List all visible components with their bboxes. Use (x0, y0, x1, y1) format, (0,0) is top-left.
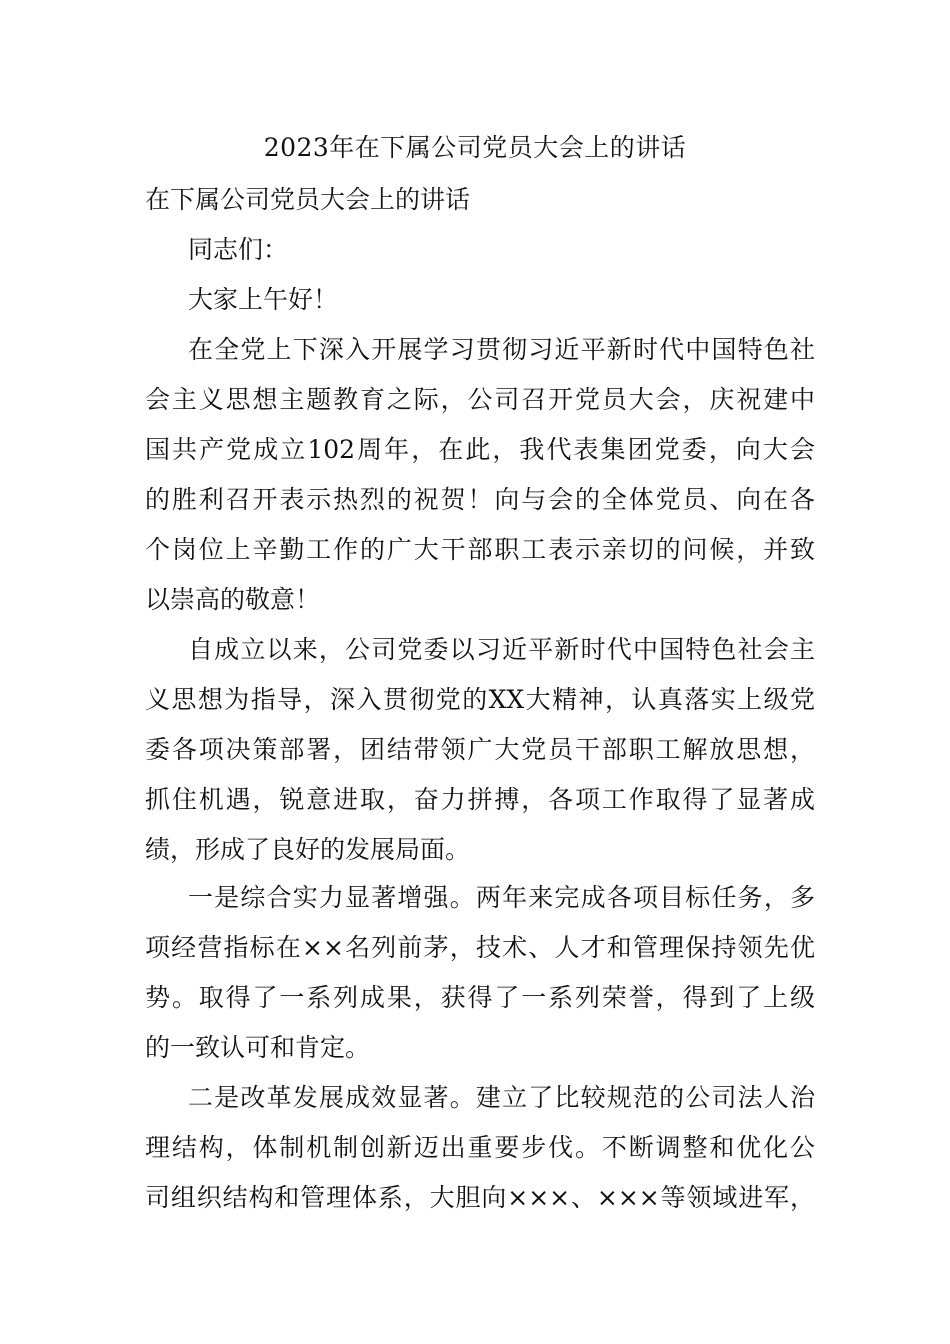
paragraph-1-line: 的胜利召开表示热烈的祝贺！向与会的全体党员、向在各 (145, 485, 815, 514)
document-title: 2023年在下属公司党员大会上的讲话 (263, 133, 687, 162)
paragraph-2-line: 义思想为指导，深入贯彻党的XX大精神，认真落实上级党 (145, 685, 815, 714)
document-subtitle: 在下属公司党员大会上的讲话 (145, 185, 471, 214)
paragraph-4-line: 理结构，体制机制创新迈出重要步伐。不断调整和优化公 (145, 1133, 815, 1162)
paragraph-1-line: 以崇高的敬意！ (145, 585, 321, 614)
paragraph-3-line: 项经营指标在××名列前茅，技术、人才和管理保持领先优 (145, 933, 815, 962)
paragraph-4-line: 司组织结构和管理体系，大胆向×××、×××等领域进军， (145, 1183, 815, 1212)
paragraph-2-line: 绩，形成了良好的发展局面。 (145, 835, 471, 864)
paragraph-4-line: 二是改革发展成效显著。建立了比较规范的公司法人治 (188, 1083, 815, 1112)
paragraph-1-line: 国共产党成立102周年，在此，我代表集团党委，向大会 (145, 435, 815, 464)
greeting: 大家上午好！ (188, 285, 339, 314)
paragraph-3-line: 势。取得了一系列成果，获得了一系列荣誉，得到了上级 (145, 983, 815, 1012)
paragraph-1-line: 个岗位上辛勤工作的广大干部职工表示亲切的问候，并致 (145, 535, 815, 564)
paragraph-1-line: 会主义思想主题教育之际，公司召开党员大会，庆祝建中 (145, 385, 815, 414)
paragraph-2-line: 抓住机遇，锐意进取，奋力拼搏，各项工作取得了显著成 (145, 785, 815, 814)
paragraph-2-line: 自成立以来，公司党委以习近平新时代中国特色社会主 (188, 635, 815, 664)
paragraph-3-line: 一是综合实力显著增强。两年来完成各项目标任务，多 (188, 883, 815, 912)
salutation: 同志们： (188, 235, 289, 264)
paragraph-3-line: 的一致认可和肯定。 (145, 1033, 371, 1062)
paragraph-2-line: 委各项决策部署，团结带领广大党员干部职工解放思想， (145, 735, 815, 764)
paragraph-1-line: 在全党上下深入开展学习贯彻习近平新时代中国特色社 (188, 335, 815, 364)
